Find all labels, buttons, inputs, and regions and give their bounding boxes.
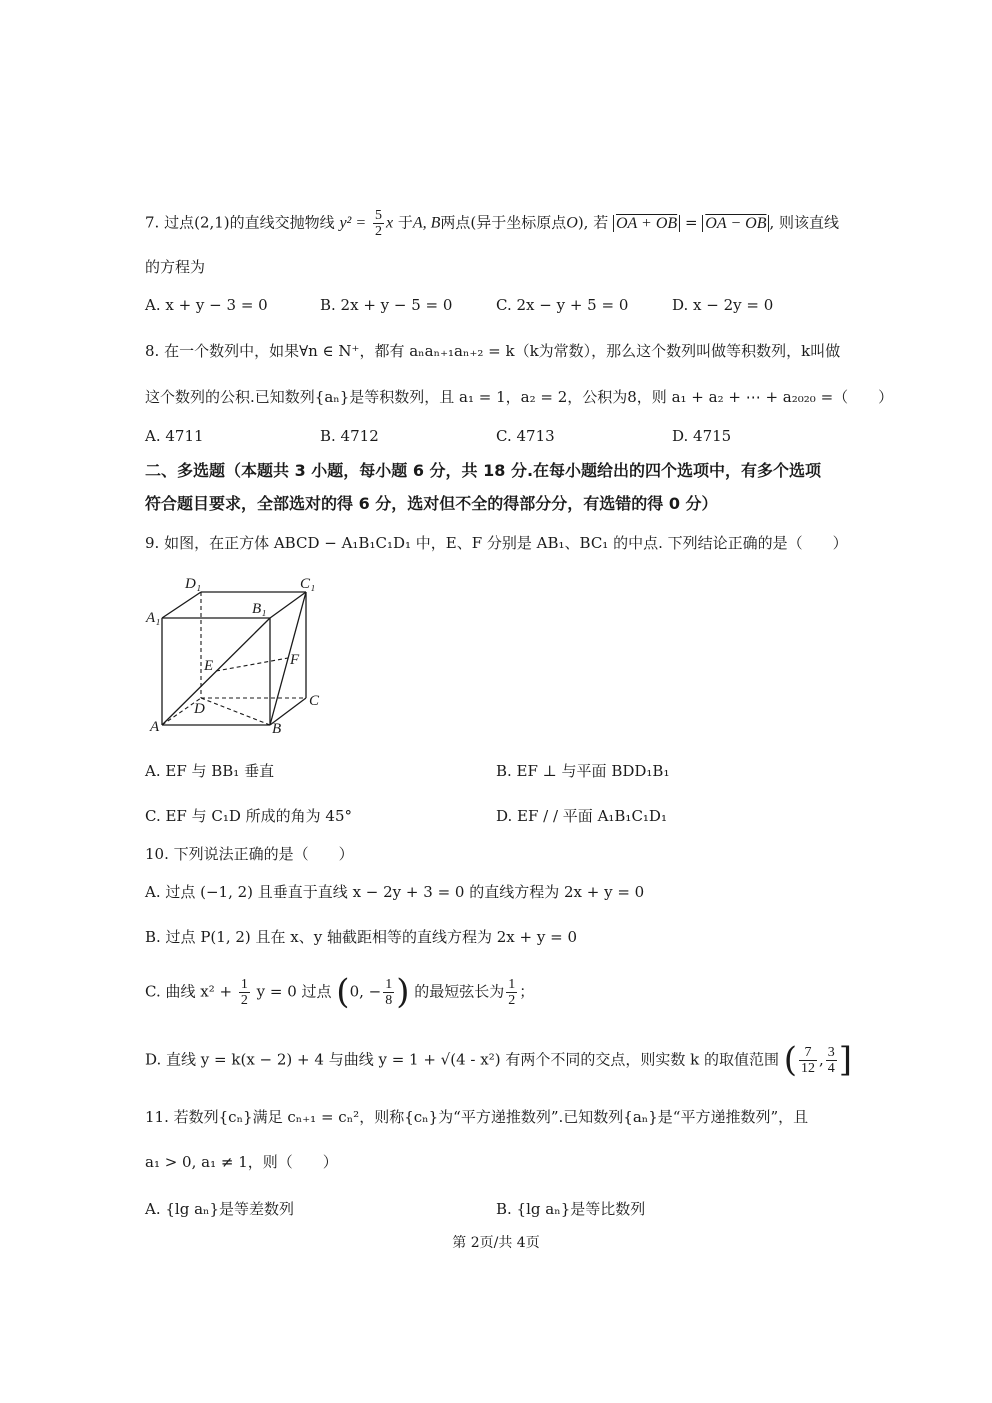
label-f: F [290, 652, 300, 668]
q7-line1 [145, 208, 839, 239]
q7-mid4: ), 若 [577, 213, 609, 232]
q7-option-c: C. 2x − y + 5 = 0 [496, 296, 629, 314]
q7-option-a: A. x + y − 3 = 0 [145, 296, 268, 314]
q10-stem: 10. 下列说法正确的是（ ） [145, 845, 354, 863]
q9-option-a: A. EF 与 BB₁ 垂直 [145, 762, 275, 780]
q7-point: (2,1) [194, 213, 230, 232]
q7-mid1: 的直线交抛物线 [229, 213, 335, 232]
q11-option-b: B. {lg aₙ}是等比数列 [496, 1200, 646, 1218]
q7-eq-rhs: x [385, 214, 394, 232]
q11-line2: a₁ > 0, a₁ ≠ 1，则（ ） [145, 1153, 338, 1171]
q7-option-b: B. 2x + y − 5 = 0 [320, 296, 453, 314]
q7-origin: O [566, 214, 578, 232]
q7-pts: A, B [412, 214, 441, 232]
q7-suffix: , 则该直线 [769, 213, 840, 232]
label-d: D [194, 701, 205, 717]
q9-option-b: B. EF ⊥ 与平面 BDD₁B₁ [496, 762, 670, 780]
q7-mid2: 于 [397, 213, 413, 232]
label-c1: C₁ [300, 576, 316, 592]
q7-vec1: OA + OB [613, 215, 680, 232]
label-a: A [150, 719, 160, 735]
q7-prefix: 7. 过点 [145, 213, 195, 232]
q7-vec2: OA − OB [702, 215, 769, 232]
q8-option-c: C. 4713 [496, 427, 555, 445]
q8-option-d: D. 4715 [672, 427, 732, 445]
page-footer: 第 2页/共 4页 [452, 1235, 540, 1251]
label-c: C [309, 693, 320, 709]
q7-option-d: D. x − 2y = 0 [672, 296, 774, 314]
cube-figure [140, 570, 340, 740]
q10-option-b: B. 过点 P(1, 2) 且在 x、y 轴截距相等的直线方程为 2x + y = 0 [145, 928, 577, 946]
q7-line2: 的方程为 [145, 258, 206, 276]
section2-heading-line1: 二、多选题（本题共 3 小题，每小题 6 分，共 18 分.在每小题给出的四个选项中，有多个选项 [145, 461, 822, 480]
q7-eq-lhs: y² = [339, 214, 367, 232]
q9-option-d: D. EF / / 平面 A₁B₁C₁D₁ [496, 807, 667, 825]
q10-option-d: D. 直线 y = k(x − 2) + 4 与曲线 y = 1 + √(4 - x²) 有两个不同的交点，则实数 k 的取值范围 ( $\frac{7}{12}$ , $\frac{3}{4}$ ] [145, 1040, 853, 1080]
q11-line1: 11. 若数列{cₙ}满足 cₙ₊₁ = cₙ²，则称{cₙ}为“平方递推数列”.已知数列{aₙ}是“平方递推数列”，且 [145, 1108, 809, 1126]
label-e: E [204, 658, 214, 674]
q8-option-a: A. 4711 [145, 427, 204, 445]
section2-heading-line2: 符合题目要求，全部选对的得 6 分，选对但不全的得部分分，有选错的得 0 分） [145, 494, 718, 513]
q10-option-c: C. 曲线 x² + $\frac{1}{2}$ y = 0 过点 (0, − $\frac{1}{8}$ ) 的最短弦长为 $\frac{1}{2}$ ； [145, 972, 535, 1012]
q9-stem: 9. 如图，在正方体 ABCD − A₁B₁C₁D₁ 中，E、F 分别是 AB₁、BC₁ 的中点. 下列结论正确的是（ ） [145, 534, 848, 552]
label-b: B [272, 721, 282, 737]
label-a1: A₁ [146, 610, 161, 626]
q10-option-a: A. 过点 (−1, 2) 且垂直于直线 x − 2y + 3 = 0 的直线方程为 2x + y = 0 [145, 883, 645, 901]
q7-mid3: 两点(异于坐标原点 [440, 213, 567, 232]
q11-option-a: A. {lg aₙ}是等差数列 [145, 1200, 295, 1218]
q7-fraction: $\frac{5}{2}$ [374, 208, 382, 239]
q7-equals: = [684, 213, 698, 232]
label-d1: D₁ [185, 576, 202, 592]
label-b1: B₁ [252, 601, 267, 617]
q8-line2: 这个数列的公积.已知数列{aₙ}是等积数列，且 a₁ = 1，a₂ = 2，公积为8，则 a₁ + a₂ + ⋯ + a₂₀₂₀ =（ ） [145, 388, 894, 406]
q9-option-c: C. EF 与 C₁D 所成的角为 45° [145, 807, 353, 825]
q8-option-b: B. 4712 [320, 427, 379, 445]
q8-line1: 8. 在一个数列中，如果∀n ∈ N⁺，都有 aₙaₙ₊₁aₙ₊₂ = k（k为常数），那么这个数列叫做等积数列，k叫做 [145, 342, 841, 360]
